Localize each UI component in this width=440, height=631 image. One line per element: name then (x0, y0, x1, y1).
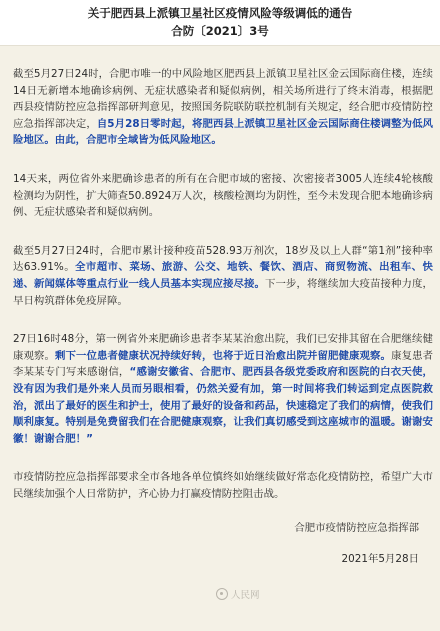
document-number: 合防〔2021〕3号 (171, 24, 269, 38)
paragraph-1 (13, 66, 433, 149)
notice-body (0, 66, 440, 568)
highlighted-text: 自5月28日零时起，将肥西县上派镇卫星社区金云国际商住楼调整为低风险地区。由此，合肥市全域皆为低风险地区。 (13, 117, 433, 147)
paragraph-text: 截至5月27日24时，合肥市唯一的中风险地区肥西县上派镇卫星社区金云国际商住楼，连续14日无新增本地确诊病例、无症状感染者和疑似病例，相关场所进行了终末消毒，根据肥西县疫情防控应急指挥部研判意见，按照国务院联防联控机制有关规定，经合肥市疫情防控应急指挥部决定， (13, 68, 433, 130)
watermark-text: 人民网 (231, 590, 260, 601)
paragraph-3 (13, 243, 433, 309)
paragraph-text: 下一步，将继续加大疫苗接种力度，早日构筑群体免疫屏障。 (13, 277, 433, 307)
paragraph-text: 截至5月27日24时，合肥市累计接种疫苗528.93万剂次，18岁及以上人群“第1剂”接种率达63.91%。 (13, 244, 433, 274)
highlighted-text: 剩下一位患者健康状况持续好转，也将于近日治愈出院并留肥健康观察。 (55, 349, 392, 362)
paragraph-text: 康复患者李某某专门写来感谢信， (13, 349, 434, 379)
paragraph-5 (13, 469, 433, 502)
highlighted-text: 全市超市、菜场、旅游、公交、地铁、餐饮、酒店、商贸物流、出租车、快递、新闻媒体等重点行业一线人员基本实现应接尽接。 (13, 261, 433, 290)
people-daily-logo-icon (216, 588, 228, 600)
highlighted-quote: “感谢安徽省、合肥市、肥西县各级党委政府和医院的白衣天使，没有因为我们是外来人员而另眼相看，仍然关爱有加，第一时间将我们转运到定点医院救治，派出了最好的医生和护士，使用了最好的设备和药品，快速稳定了我们的病情，使我们顺利康复。特别是免费留我们在合肥健康观察，让我们真切感受到这座城市的温暖。谢谢安徽！谢谢合肥！” (13, 366, 433, 445)
paragraph-text: 市疫情防控应急指挥部要求全市各地各单位慎终如始继续做好常态化疫情防控，希望广大市民继续加强个人日常防护，齐心协力打赢疫情防控阻击战。 (13, 471, 433, 500)
notice-title: 关于肥西县上派镇卫星社区疫情风险等级调低的通告 (87, 6, 353, 20)
paragraph-4 (13, 331, 433, 447)
paragraph-text: 27日16时48分，第一例省外来肥确诊患者李某某治愈出院，我们已安排其留在合肥继续健康观察。 (13, 333, 433, 362)
issue-date: 2021年5月28日 (341, 553, 419, 566)
paragraph-2 (13, 171, 433, 221)
signature: 合肥市疫情防控应急指挥部 (294, 522, 419, 535)
watermark (216, 587, 260, 601)
notice-header (0, 0, 440, 46)
paragraph-text: 14天来，两位省外来肥确诊患者的所有在合肥市域的密接、次密接者3005人连续4轮核酸检测均为阴性，扩大筛查50.8924万人次，核酸检测均为阴性，至今未发现合肥本地确诊病例、无症状感染者和疑似病例。 (13, 172, 433, 219)
